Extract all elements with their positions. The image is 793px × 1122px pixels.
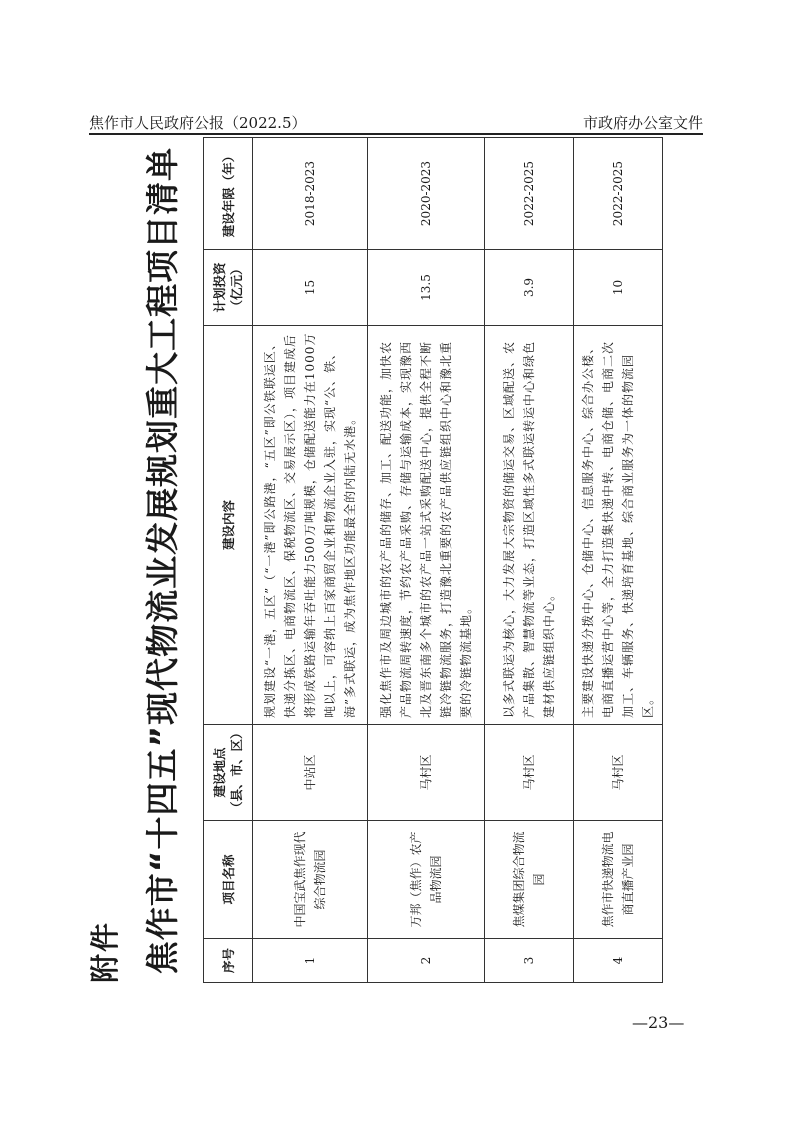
- cell-investment: 3.9: [485, 250, 574, 326]
- header-content: 建设内容: [204, 326, 253, 725]
- office-document-label: 市政府办公室文件: [582, 114, 703, 132]
- cell-investment: 10: [574, 250, 663, 326]
- table-row: [253, 138, 368, 983]
- cell-location: 马村区: [368, 725, 485, 821]
- document-title: 焦作市“十四五”现代物流业发展规划重大工程项目清单: [143, 146, 182, 975]
- header-divider: [89, 133, 703, 135]
- cell-name: 焦作市快递物流电商直播产业园: [574, 821, 663, 939]
- cell-name: 中国宝武焦作现代综合物流园: [253, 821, 368, 939]
- cell-period: 2022-2025: [485, 138, 574, 250]
- bulletin-title: 焦作市人民政府公报（2022.5）: [89, 114, 307, 132]
- table-row: [368, 138, 485, 983]
- header-name: 项目名称: [204, 821, 253, 939]
- page-header: [89, 108, 703, 134]
- header-seq: 序号: [204, 939, 253, 983]
- cell-location: 中站区: [253, 725, 368, 821]
- cell-content: 以多式联运为核心，大力发展大宗物资的储运交易、区域配送、农产品集散、智慧物流等业态，打造区域性多式联运转运中心和绿色建材供应链组织中心。: [485, 326, 574, 725]
- table-row: [574, 138, 663, 983]
- cell-period: 2020-2023: [368, 138, 485, 250]
- cell-investment: 15: [253, 250, 368, 326]
- rotated-page-content: [83, 138, 693, 983]
- cell-investment: 13.5: [368, 250, 485, 326]
- cell-seq: 1: [253, 939, 368, 983]
- project-table: [203, 137, 663, 983]
- cell-seq: 2: [368, 939, 485, 983]
- cell-name: 万邦（焦作）农产品物流园: [368, 821, 485, 939]
- cell-content: 规划建设“一港，五区”（“一港”即公路港，“五区”即公铁联运区、快递分拣区、电商物流区、保税物流区、交易展示区），项目建成后将形成铁路运输年吞吐能力500万吨规模，仓储配送能力在1000万吨以上，可容纳上百家商贸企业和物流企业入驻，实现“公、铁、海”多式联运，成为焦作地区功能最全的内陆无水港。: [253, 326, 368, 725]
- header-investment: 计划投资（亿元）: [204, 250, 253, 326]
- table-header-row: [204, 138, 253, 983]
- cell-seq: 4: [574, 939, 663, 983]
- cell-content: 强化焦作市及周边城市的农产品的储存、加工、配送功能，加快农产品物流周转速度，节约农产品采购、存储与运输成本，实现豫西北及晋东南多个城市的农产品一站式采购配送中心，提供全程不断链冷链物流服务，打造豫北重要的农产品供应链组织中心和豫北重要的冷链物流基地。: [368, 326, 485, 725]
- cell-period: 2022-2025: [574, 138, 663, 250]
- page-number: —23—: [632, 1013, 685, 1032]
- header-period: 建设年限（年）: [204, 138, 253, 250]
- attachment-label: 附件: [88, 920, 122, 983]
- cell-name: 焦煤集团综合物流园: [485, 821, 574, 939]
- header-location: 建设地点（县、市、区）: [204, 725, 253, 821]
- cell-content: 主要建设快递分拨中心、仓储中心、信息服务中心、综合办公楼、电商直播运营中心等，全力打造集快递中转、电商仓储、电商二次加工、车辆服务、快递培育基地、综合商业服务为一体的物流园区。: [574, 326, 663, 725]
- cell-period: 2018-2023: [253, 138, 368, 250]
- table-row: [485, 138, 574, 983]
- cell-location: 马村区: [574, 725, 663, 821]
- cell-location: 马村区: [485, 725, 574, 821]
- cell-seq: 3: [485, 939, 574, 983]
